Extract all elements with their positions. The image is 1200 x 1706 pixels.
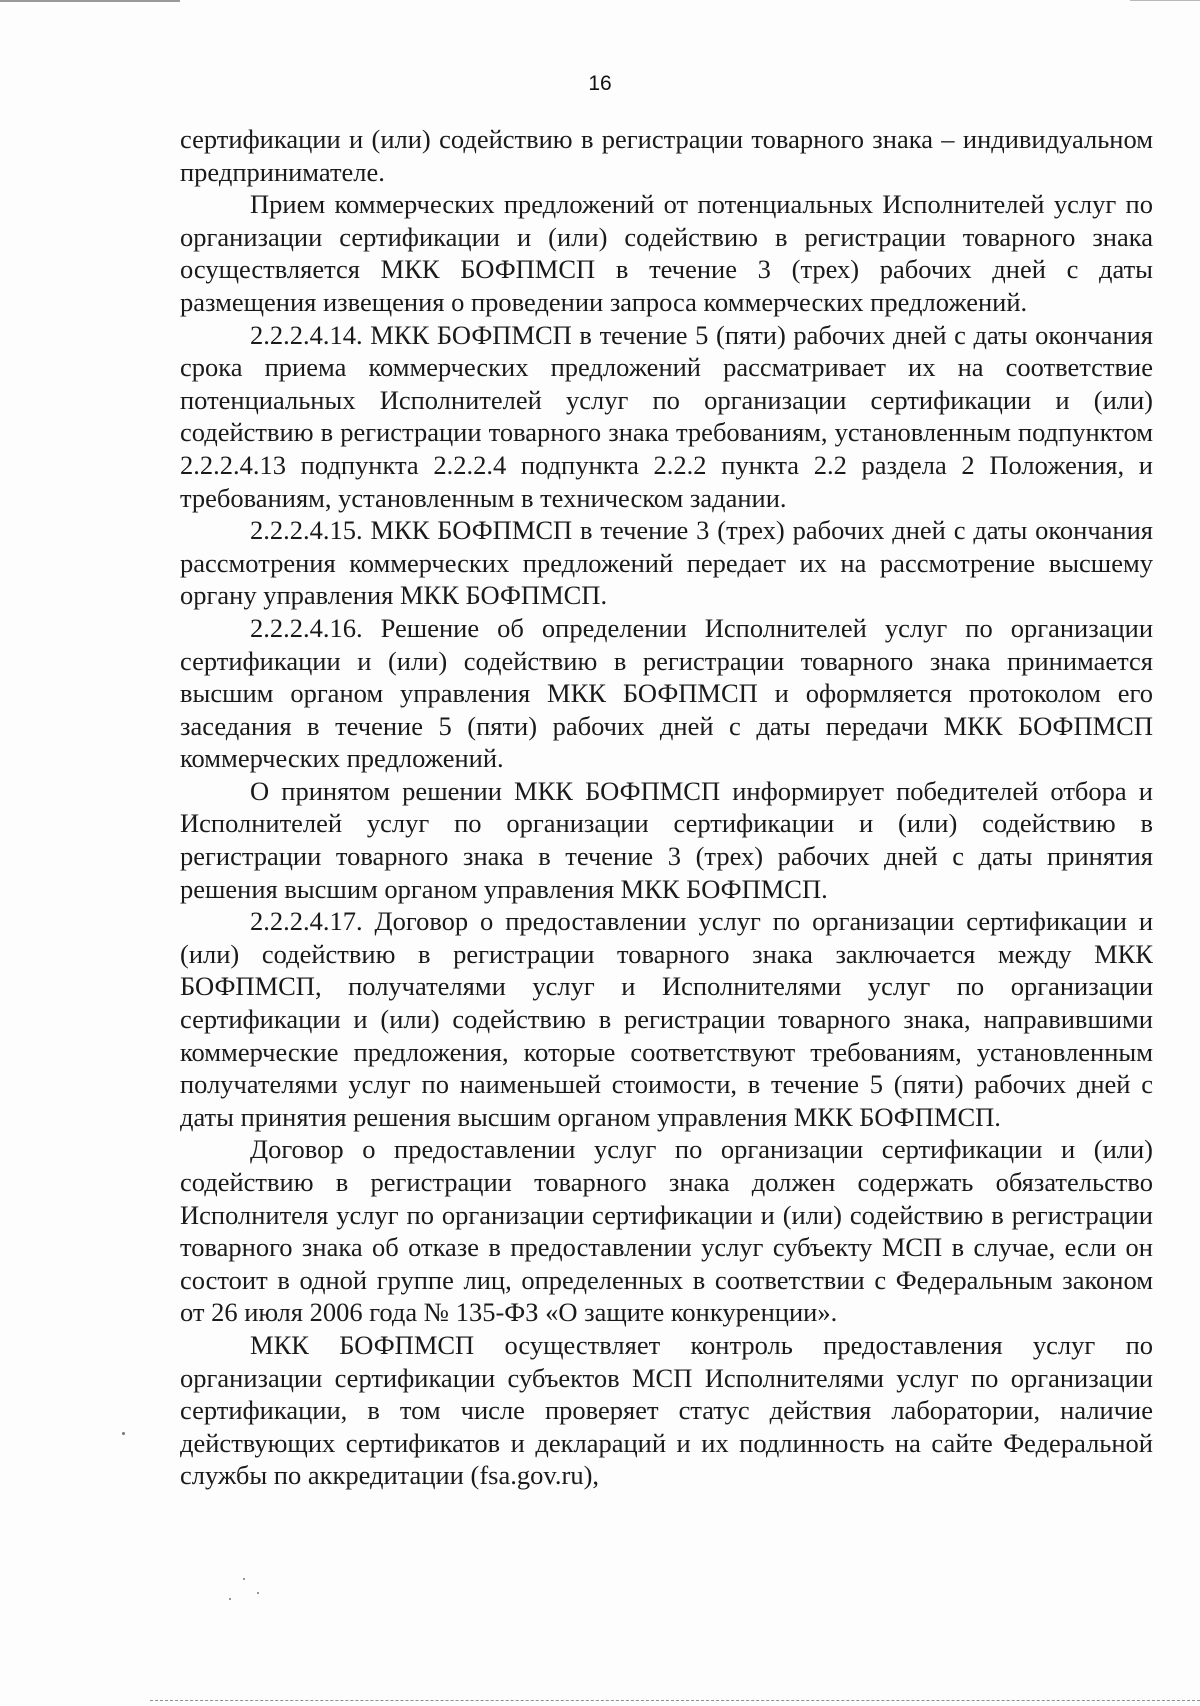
page-number: 16 xyxy=(588,72,612,95)
scan-edge-line-top-right xyxy=(1130,0,1200,1)
paragraph-contract-obligation: Договор о предоставлении услуг по организации сертификации и (или) содействию в регистрации товарного знака должен содержать обязательство Исполнителя услуг по организации сертификации и (или) содействию в регистрации товарного знака об отказе в предоставлении услуг субъекту МСП в случае, если он состоит в одной группе лиц, определенных в соответствии с Федеральным законом от 26 июля 2006 года № 135-ФЗ «О защите конкуренции». xyxy=(180,1134,1153,1328)
paragraph-decision-notification: О принятом решении МКК БОФПМСП информирует победителей отбора и Исполнителей услуг по организации сертификации и (или) содействию в регистрации товарного знака в течение 3 (трех) рабочих дней с даты принятия решения высшим органом управления МКК БОФПМСП. xyxy=(180,775,1153,904)
paragraph-commercial-offers-reception: Прием коммерческих предложений от потенциальных Исполнителей услуг по организации сертификации и (или) содействию в регистрации товарного знака осуществляется МКК БОФПМСП в течение 3 (трех) рабочих дней с даты размещения извещения о проведении запроса коммерческих предложений. xyxy=(180,189,1153,317)
scan-speck xyxy=(122,1432,125,1435)
paragraph-continuation: сертификации и (или) содействию в регистрации товарного знака – индивидуальном предпринимателе. xyxy=(180,124,1153,187)
scan-speck xyxy=(243,1578,245,1580)
paragraph-clause-2-2-2-4-17: 2.2.2.4.17. Договор о предоставлении услуг по организации сертификации и (или) содействию в регистрации товарного знака заключается между МКК БОФПМСП, получателями услуг и Исполнителями услуг по организации сертификации и (или) содействию в регистрации товарного знака, направившими коммерческие предложения, которые соответствуют требованиям, установленным получателями услуг по наименьшей стоимости, в течение 5 (пяти) рабочих дней с даты принятия решения высшим органом управления МКК БОФПМСП. xyxy=(180,906,1153,1132)
scan-edge-line-top xyxy=(0,0,180,2)
paragraph-clause-2-2-2-4-14: 2.2.2.4.14. МКК БОФПМСП в течение 5 (пяти) рабочих дней с даты окончания срока приема коммерческих предложений рассматривает их на соответствие потенциальных Исполнителей услуг по организации сертификации и (или) содействию в регистрации товарного знака требованиям, установленным подпунктом 2.2.2.4.13 подпункта 2.2.2.4 подпункта 2.2.2 пункта 2.2 раздела 2 Положения, и требованиям, установленным в техническом задании. xyxy=(180,319,1153,513)
scan-speck xyxy=(257,1592,259,1594)
document-body xyxy=(180,123,1153,1492)
paragraph-clause-2-2-2-4-16: 2.2.2.4.16. Решение об определении Исполнителей услуг по организации сертификации и (или) содействию в регистрации товарного знака принимается высшим органом управления МКК БОФПМСП и оформляется протоколом его заседания в течение 5 (пяти) рабочих дней с даты передачи МКК БОФПМСП коммерческих предложений. xyxy=(180,612,1153,774)
scan-edge-line-bottom xyxy=(150,1700,1200,1703)
paragraph-clause-2-2-2-4-15: 2.2.2.4.15. МКК БОФПМСП в течение 3 (трех) рабочих дней с даты окончания рассмотрения коммерческих предложений передает их на рассмотрение высшему органу управления МКК БОФПМСП. xyxy=(180,515,1153,611)
scan-speck xyxy=(229,1598,231,1600)
paragraph-control-of-services: МКК БОФПМСП осуществляет контроль предоставления услуг по организации сертификации субъектов МСП Исполнителями услуг по организации сертификации, в том числе проверяет статус действия лаборатории, наличие действующих сертификатов и деклараций и их подлинность на сайте Федеральной службы по аккредитации (fsa.gov.ru), xyxy=(180,1329,1153,1491)
